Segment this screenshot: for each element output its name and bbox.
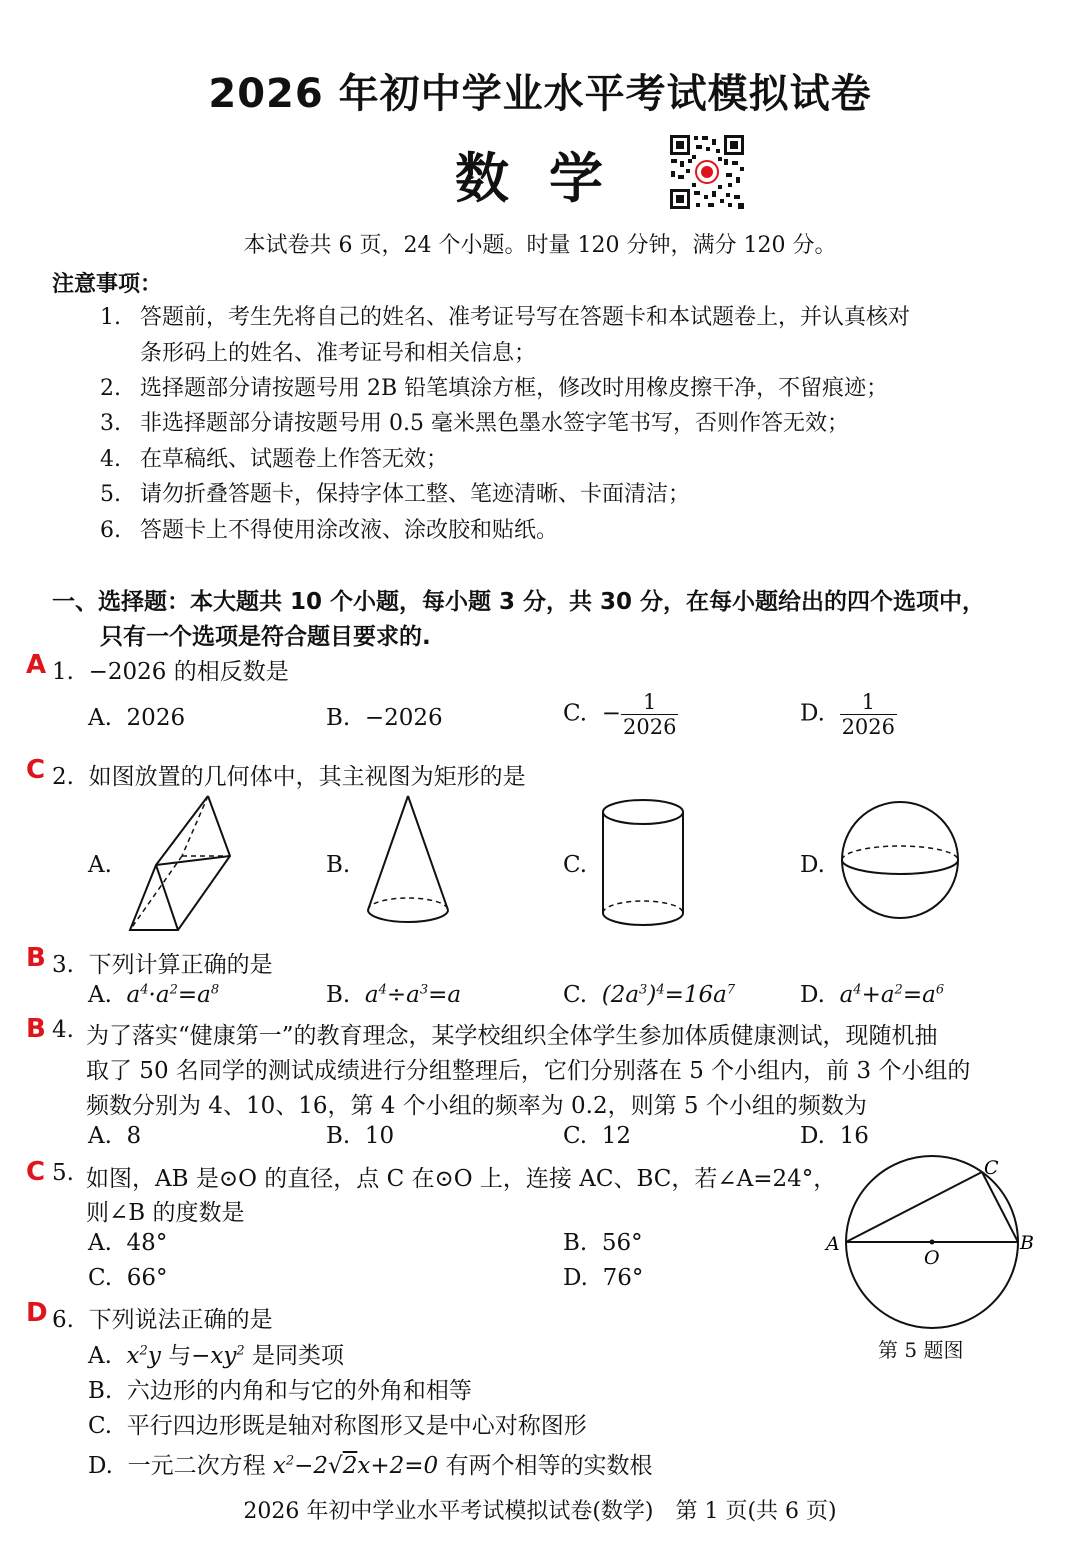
option-d: D. 一元二次方程 $x^2-2√2x+2=0$ 有两个相等的实数根 [88,1453,653,1479]
question-text: 下列计算正确的是 [88,952,273,978]
option-a: A. 48° [88,1230,168,1256]
option-c: C. $(2a^3)^4=16a^7$ [563,982,736,1008]
triangular-prism-figure [120,790,240,935]
question-text: 频数分别为 4、10、16，第 4 个小组的频率为 0.2，则第 5 个小组的频数为 [86,1093,867,1119]
option-d: D. $a^4+a^2=a^6$ [800,982,945,1008]
question-stem [52,1301,273,1334]
qr-code-icon[interactable] [668,133,746,211]
note-number: 1. [100,305,121,330]
option-b: B. $a^4\div a^3=a$ [326,982,462,1008]
note-text: 请勿折叠答题卡，保持字体工整、笔迹清晰、卡面清洁； [140,482,691,507]
option-d: D. $\frac{1}{2026}$ [800,690,896,739]
note-item [100,371,888,402]
circle-figure-q5 [820,1150,1040,1340]
note-continuation: 条形码上的姓名、准考证号和相关信息； [140,341,537,366]
note-number: 5. [100,482,121,507]
question-text: 为了落实“健康第一”的教育理念，某学校组织全体学生参加体质健康测试，现随机抽 [86,1023,938,1049]
option-a: A. 2026 [88,705,186,731]
sphere-figure [835,795,965,925]
option-c: C. − $\frac{1}{2026}$ [563,690,677,739]
page-title: 2026 年初中学业水平考试模拟试卷 [208,71,872,117]
option-a: A. 8 [88,1123,142,1149]
note-item [100,513,558,544]
question-text: 如图放置的几何体中，其主视图为矩形的是 [88,764,526,790]
note-number: 6. [100,518,121,543]
note-number: 4. [100,447,121,472]
exam-info: 本试卷共 6 页，24 个小题。时量 120 分钟，满分 120 分。 [243,233,837,258]
question-number: 5. [52,1160,74,1186]
cone-figure [360,790,460,935]
option-a: A. $x^2y$ 与$-xy^2$ 是同类项 [88,1343,344,1369]
subject-title: 数学 [455,147,643,210]
note-text: 答题前，考生先将自己的姓名、准考证号写在答题卡和本试题卷上，并认真核对 [140,305,911,330]
option-b: B. 10 [326,1123,395,1149]
question-number: 6. [52,1307,74,1333]
section-heading: 一、选择题：本大题共 10 个小题，每小题 3 分，共 30 分，在每小题给出的四个选项中， [52,589,986,615]
note-text: 选择题部分请按题号用 2B 铅笔填涂方框，修改时用橡皮擦干净，不留痕迹； [140,376,889,401]
option-b: B. −2026 [326,705,443,731]
option-c: C. 66° [88,1265,168,1291]
answer-mark: B [26,1014,46,1044]
question-text: 取了 50 名同学的测试成绩进行分组整理后，它们分别落在 5 个小组内，前 3 个小组的 [86,1058,971,1084]
answer-mark: C [26,1157,46,1187]
answer-mark: C [26,755,46,785]
option-c: C. 12 [563,1123,631,1149]
note-text: 在草稿纸、试题卷上作答无效； [140,447,449,472]
note-text: 非选择题部分请按题号用 0.5 毫米黑色墨水签字笔书写，否则作答无效； [140,411,849,436]
figure-caption: 第 5 题图 [878,1338,964,1362]
question-stem [52,758,526,791]
label-o: O [924,1247,940,1269]
question-text: 如图，AB 是⊙O 的直径，点 C 在⊙O 上，连接 AC、BC，若∠A=24°， [86,1166,837,1192]
option-d: D. [800,852,825,878]
question-stem [52,653,289,686]
note-number: 3. [100,411,121,436]
option-c: C. [563,852,588,878]
option-b: B. 56° [563,1230,643,1256]
note-text: 答题卡上不得使用涂改液、涂改胶和贴纸。 [140,518,559,543]
notes-heading: 注意事项： [52,272,163,297]
question-text: 下列说法正确的是 [88,1307,273,1333]
note-item [100,477,690,508]
option-a: A. [88,852,112,878]
fraction: $\frac{1}{2026}$ [623,690,677,739]
note-number: 2. [100,376,121,401]
note-item [100,406,849,437]
cylinder-figure [595,790,695,940]
question-number: 4. [52,1017,74,1043]
question-number: 2. [52,764,74,790]
label-a: A [826,1233,840,1255]
answer-mark: B [26,943,46,973]
fraction: $\frac{1}{2026}$ [841,690,896,739]
page-footer: 2026 年初中学业水平考试模拟试卷(数学) 第 1 页(共 6 页) [243,1499,837,1524]
label-c: C [984,1157,999,1179]
option-b: B. 六边形的内角和与它的外角和相等 [88,1378,472,1404]
answer-mark: A [26,650,47,680]
question-number: 1. [52,659,74,685]
question-stem [52,946,273,979]
answer-mark: D [26,1298,48,1328]
option-a: A. $a^4\cdot a^2=a^8$ [88,982,220,1008]
note-item [100,300,910,331]
question-text: 则∠B 的度数是 [86,1200,245,1226]
option-d: D. 76° [563,1265,644,1291]
option-b: B. [326,852,351,878]
note-item [100,442,448,473]
question-number: 3. [52,952,74,978]
label-b: B [1020,1232,1034,1254]
option-c: C. 平行四边形既是轴对称图形又是中心对称图形 [88,1413,587,1439]
section-heading-cont: 只有一个选项是符合题目要求的. [100,624,431,650]
option-d: D. 16 [800,1123,869,1149]
question-text: −2026 的相反数是 [88,659,289,685]
